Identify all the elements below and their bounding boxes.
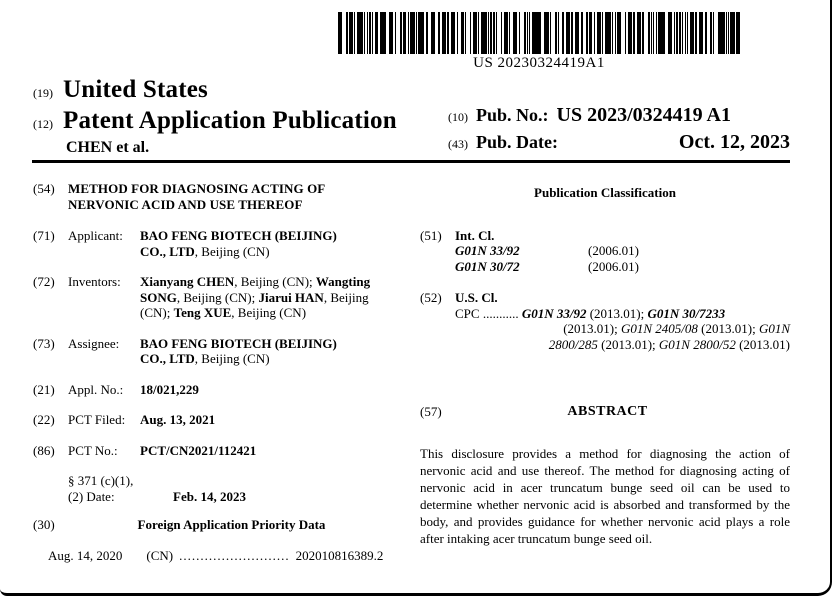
field-number-73: (73) (33, 335, 55, 351)
inventors-row (33, 274, 395, 321)
barcode-caption: US 20230324419A1 (473, 55, 605, 71)
field-number-19: (19) (33, 86, 53, 100)
cpc-line-3: 2800/285 (2013.01); G01N 2800/52 (2013.01) (548, 336, 790, 352)
bibliographic-column (33, 181, 395, 563)
int-cl-content (455, 228, 790, 275)
inventors-label: Inventors: (68, 274, 121, 289)
field-number-21: (21) (33, 381, 55, 397)
us-cl-label: U.S. Cl. (455, 290, 498, 305)
header-left (33, 76, 397, 157)
field-number-72: (72) (33, 274, 55, 289)
int-cl-row (420, 228, 790, 275)
sec371-date-value: Feb. 14, 2023 (173, 488, 246, 504)
int-cl-year-1: (2006.01) (588, 243, 639, 258)
invention-title: METHOD FOR DIAGNOSING ACTING OF NERVONIC ACID AND USE THEREOF (68, 181, 325, 212)
priority-date: Aug. 14, 2020 (48, 547, 123, 563)
field-number-43: (43) (448, 137, 468, 151)
assignee-row (33, 336, 395, 367)
field-number-10: (10) (448, 110, 468, 124)
applicant-label: Applicant: (68, 228, 123, 243)
pub-no-label: Pub. No.: (476, 105, 549, 125)
pub-date-value: Oct. 12, 2023 (678, 131, 790, 153)
appl-no-row (33, 382, 395, 398)
barcode-image (338, 12, 740, 54)
cpc-line-2: (2013.01); G01N 2405/08 (2013.01); G01N (563, 321, 790, 336)
inventors-value: Xianyang CHEN, Beijing (CN); Wangting SONG, Beijing (CN); Jiarui HAN, Beijing (CN); Teng XUE, Beijing (CN) (140, 274, 371, 320)
field-number-52: (52) (420, 290, 442, 305)
field-number-57: (57) (420, 404, 442, 419)
sec371-label: § 371 (c)(1), (2) Date: (68, 473, 134, 504)
us-cl-content (455, 290, 790, 352)
barcode-block (338, 12, 740, 72)
int-cl-label: Int. Cl. (455, 227, 495, 243)
header-right (448, 103, 790, 157)
field-number-22: (22) (33, 412, 55, 427)
priority-country: (CN) (146, 547, 174, 563)
appl-no-value: 18/021,229 (140, 381, 199, 397)
abstract-header-row (420, 404, 790, 420)
header-divider (32, 160, 790, 163)
sec371-row (33, 473, 395, 504)
pub-no-value: US 2023/0324419 A1 (556, 104, 731, 126)
pct-no-value: PCT/CN2021/112421 (140, 442, 257, 458)
priority-header: Foreign Application Priority Data (137, 517, 326, 532)
cpc-line-1: CPC ........... G01N 33/92 (2013.01); G01N 30/7233 (455, 305, 726, 321)
classification-column (420, 181, 790, 547)
field-number-12: (12) (33, 117, 53, 131)
country-name: United States (63, 76, 208, 103)
appl-no-label: Appl. No.: (68, 381, 124, 397)
applicant-row (33, 228, 395, 259)
field-number-86: (86) (33, 442, 55, 458)
publication-classification-header: Publication Classification (534, 185, 676, 200)
field-number-71: (71) (33, 228, 55, 243)
applicant-value: BAO FENG BIOTECH (BEIJING) CO., LTD, Beijing (CN) (140, 228, 337, 259)
pct-no-label: PCT No.: (68, 442, 118, 458)
field-number-54: (54) (33, 181, 55, 196)
pct-filed-row (33, 412, 395, 428)
pct-filed-label: PCT Filed: (68, 412, 126, 427)
field-number-51: (51) (420, 227, 442, 243)
int-cl-code-2: G01N 30/72 (455, 258, 520, 274)
field-number-30: (30) (33, 517, 55, 532)
priority-header-row (33, 517, 395, 533)
priority-data-row (33, 548, 395, 564)
pub-date-label: Pub. Date: (476, 132, 558, 152)
assignee-label: Assignee: (68, 335, 120, 351)
title-row (33, 181, 395, 212)
assignee-value: BAO FENG BIOTECH (BEIJING) CO., LTD, Beijing (CN) (140, 335, 337, 366)
abstract-header: ABSTRACT (567, 404, 648, 419)
pct-filed-value: Aug. 13, 2021 (140, 412, 216, 427)
priority-number: 202010816389.2 (295, 547, 384, 563)
abstract-text: This disclosure provides a method for diagnosing the action of nervonic acid and use thereof. The method for diagnosing acting of nervonic acid in acer truncatum bunge seed oil can be used to determine whether nervonic acid is absorbed and transformed by the body, and provides guidance for whether nervonic acid plays a role after intaking acer truncatum bunge seed oil. (420, 445, 790, 546)
int-cl-year-2: (2006.01) (588, 258, 639, 274)
pct-no-row (33, 443, 395, 459)
document-kind: Patent Application Publication (63, 107, 397, 134)
int-cl-code-1: G01N 33/92 (455, 243, 520, 258)
first-named-party: CHEN et al. (66, 139, 150, 156)
us-cl-row (420, 290, 790, 352)
priority-leader-dots: .......................... (179, 547, 290, 563)
